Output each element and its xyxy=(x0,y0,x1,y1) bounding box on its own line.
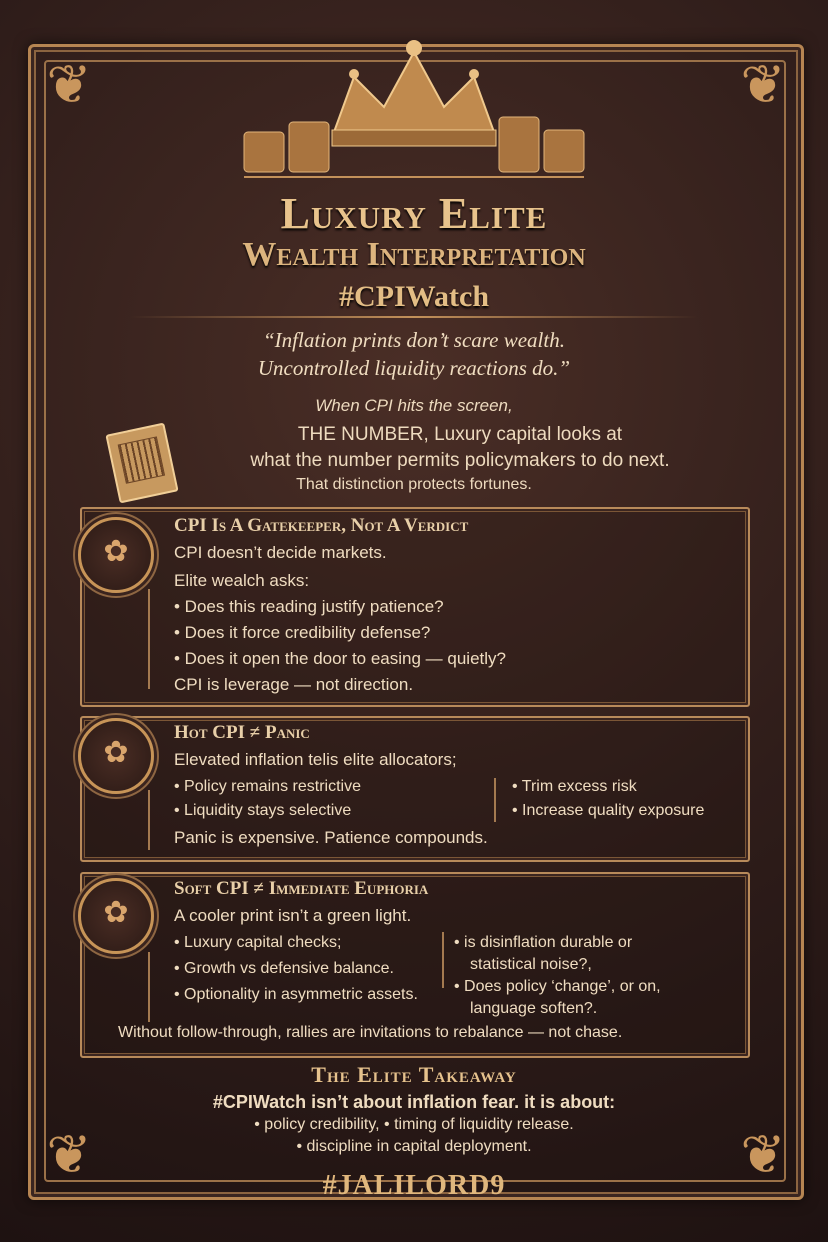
panel2-right-bullet: • Increase quality exposure xyxy=(512,802,705,819)
panel1-line-1: CPI doesn’t decide markets. xyxy=(174,543,387,562)
quote-line-2: Uncontrolled liquidity reactions do.” xyxy=(257,356,571,380)
page-title: Luxury Elite xyxy=(280,189,548,238)
takeaway-line-3: • discipline in capital deployment. xyxy=(296,1138,532,1155)
panel3-right-line: • is disinflation durable or xyxy=(454,934,633,951)
panel-soft-cpi xyxy=(80,872,750,1058)
panel-gatekeeper xyxy=(80,507,750,707)
rose-medallion-icon: ✿ xyxy=(78,517,154,593)
panel1-bullet: • Does it open the door to easing — quietly? xyxy=(174,649,506,668)
crown-icon xyxy=(0,22,828,182)
panel1-bullet: • Does this reading justify patience? xyxy=(174,597,444,616)
ornament-top-right-icon: ❦ xyxy=(740,55,786,115)
hashtag-title: #CPIWatch xyxy=(339,280,489,313)
panel-vertical-line xyxy=(148,790,150,850)
panel3-right-line: language soften?. xyxy=(470,1000,598,1017)
panel-vertical-line xyxy=(148,952,150,1022)
panel1-line-2: Elite wealch asks: xyxy=(174,571,310,590)
panel-vertical-line xyxy=(148,589,150,689)
panel3-heading: Soft CPI ≠ Immediate Euphoria xyxy=(174,878,429,899)
panel1-heading: CPI Is A Gatekeeper, Not A Verdict xyxy=(174,515,469,536)
takeaway-line-1: #CPIWatch isn’t about inflation fear. it is about: xyxy=(212,1092,616,1112)
panel2-heading: Hot CPI ≠ Panic xyxy=(174,722,310,743)
column-divider xyxy=(442,932,444,988)
panel2-left-bullet: • Liquidity stays selective xyxy=(174,802,352,819)
panel-hot-cpi xyxy=(80,716,750,862)
panel3-line-1: A cooler print isn’t a green light. xyxy=(174,906,412,925)
intro-line-2: THE NUMBER, Luxury capital looks at xyxy=(297,424,623,445)
intro-line-1: When CPI hits the screen, xyxy=(315,396,513,415)
panel2-left-bullet: • Policy remains restrictive xyxy=(174,778,361,795)
rose-medallion-icon: ✿ xyxy=(78,718,154,794)
intro-line-4: That distinction protects fortunes. xyxy=(296,476,532,493)
rose-medallion-icon: ✿ xyxy=(78,878,154,954)
panel2-line-1: Elevated inflation telis elite allocators; xyxy=(174,750,457,769)
ornament-bottom-left-icon: ❦ xyxy=(46,1125,92,1185)
title-divider xyxy=(130,316,698,318)
page-subtitle: Wealth Interpretation xyxy=(242,236,586,273)
panel1-closing: CPI is leverage — not direction. xyxy=(174,675,414,694)
footer-handle: #JALILORD9 xyxy=(322,1170,506,1201)
takeaway-line-2: • policy credibility, • timing of liquidity release. xyxy=(254,1116,574,1133)
column-divider xyxy=(494,778,496,822)
panel3-left-bullet: • Growth vs defensive balance. xyxy=(174,960,394,977)
panel3-right-line: • Does policy ‘change’, or on, xyxy=(454,978,661,995)
panel3-left-bullet: • Optionality in asymmetric assets. xyxy=(174,986,418,1003)
panel2-closing: Panic is expensive. Patience compounds. xyxy=(174,828,488,847)
quote-line-1: “Inflation prints don’t scare wealth. xyxy=(263,328,565,352)
panel3-right-line: statistical noise?, xyxy=(470,956,592,973)
takeaway-title: The Elite Takeaway xyxy=(311,1062,517,1087)
panel3-left-bullet: • Luxury capital checks; xyxy=(174,934,342,951)
ornament-bottom-right-icon: ❦ xyxy=(740,1125,786,1185)
panel1-bullet: • Does it force credibility defense? xyxy=(174,623,431,642)
intro-line-3: what the number permits policymakers to do next. xyxy=(250,450,670,471)
panel3-closing: Without follow-through, rallies are invitations to rebalance — not chase. xyxy=(118,1024,623,1041)
ornament-top-left-icon: ❦ xyxy=(46,55,92,115)
panel2-right-bullet: • Trim excess risk xyxy=(512,778,637,795)
